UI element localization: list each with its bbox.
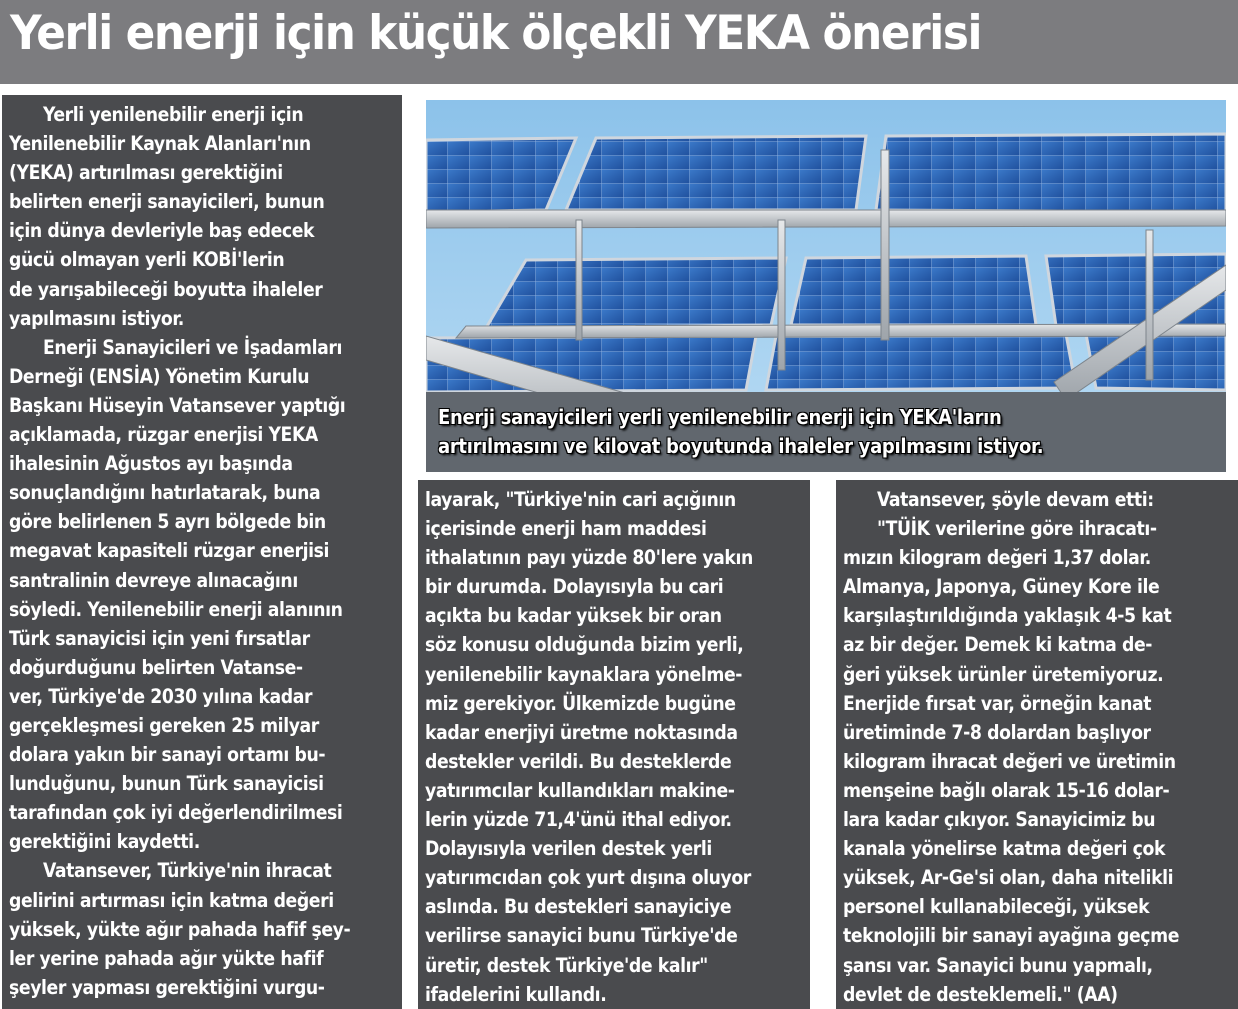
text-line: yapılmasını istiyor. — [9, 306, 184, 330]
text-line: ğeri yüksek ürünler üretemiyoruz. — [843, 662, 1164, 686]
text-line: ihalesinin Ağustos ayı başında — [9, 452, 293, 476]
text-line: yatırımcılar kullandıkları makine- — [425, 778, 735, 802]
text-line: açıkta bu kadar yüksek bir oran — [425, 604, 722, 628]
text-line: de yarışabileceği boyutta ihaleler — [9, 277, 323, 301]
text-line: ver, Türkiye'de 2030 yılına kadar — [9, 684, 313, 708]
text-line: bir durumda. Dolayısıyla bu cari — [425, 575, 724, 599]
text-line: kadar enerjiyi üretme noktasında — [425, 720, 738, 744]
text-line: Enerjide fırsat var, örneğin kanat — [843, 691, 1152, 715]
text-line: aslında. Bu destekleri sanayiciye — [425, 895, 732, 919]
text-line: ifadelerini kullandı. — [425, 982, 607, 1006]
text-line: ler yerine pahada ağır yükte hafif — [9, 946, 324, 970]
text-line: (YEKA) artırılması gerektiğini — [9, 161, 283, 185]
text-line: kilogram ihracat değeri ve üretimin — [843, 749, 1176, 773]
text-line: karşılaştırıldığında yaklaşık 4-5 kat — [843, 604, 1172, 628]
photo-caption — [438, 403, 1043, 461]
paragraph — [9, 856, 396, 1001]
text-line: içerisinde enerji ham maddesi — [425, 517, 707, 541]
text-line: Vatansever, Türkiye'nin ihracat — [43, 859, 332, 883]
text-line: üretir, destek Türkiye'de kalır" — [425, 953, 708, 977]
text-line: layarak, "Türkiye'nin cari açığının — [425, 488, 736, 511]
text-line: Yerli yenilenebilir enerji için — [43, 103, 304, 126]
text-line: sonuçlandığını hatırlatarak, buna — [9, 481, 321, 505]
text-line: lerin yüzde 71,4'ünü ithal ediyor. — [425, 808, 732, 832]
text-line: menşeine bağlı olarak 15-16 dolar- — [843, 778, 1170, 802]
text-line: şeyler yapması gerektiğini vurgu- — [9, 975, 325, 999]
text-line: gerçekleşmesi gereken 25 milyar — [9, 713, 319, 737]
text-line: söyledi. Yenilenebilir enerji alanının — [9, 597, 343, 621]
text-line: Yenilenebilir Kaynak Alanları'nın — [9, 132, 311, 156]
text-line: destekler verildi. Bu desteklerde — [425, 749, 732, 773]
text-line: ithalatının payı yüzde 80'lere yakın — [425, 546, 753, 570]
text-line: "TÜİK verilerine göre ihracatı- — [877, 517, 1157, 541]
text-line: yatırımcıdan çok yurt dışına oluyor — [425, 866, 751, 890]
text-line: devlet de desteklemeli." (AA) — [843, 982, 1118, 1006]
text-line: Almanya, Japonya, Güney Kore ile — [843, 575, 1160, 599]
text-line: mızın kilogram değeri 1,37 dolar. — [843, 546, 1151, 570]
text-line: doğurduğunu belirten Vatanse- — [9, 655, 303, 679]
text-line: verilirse sanayici bunu Türkiye'de — [425, 924, 738, 948]
text-line: teknolojili bir sanayi ayağına geçme — [843, 924, 1180, 948]
headline-bar — [0, 0, 1238, 84]
text-line: yenilenebilir kaynaklara yönelme- — [425, 662, 743, 686]
text-line: santralinin devreye alınacağını — [9, 568, 298, 592]
article-column-2 — [418, 480, 810, 1009]
text-line: Dolayısıyla verilen destek yerli — [425, 837, 712, 861]
paragraph — [843, 485, 1232, 514]
text-line: gelirini artırması için katma değeri — [9, 888, 334, 912]
text-line: Başkanı Hüseyin Vatansever yaptığı — [9, 393, 346, 417]
paragraph — [425, 485, 804, 1009]
text-line: Derneği (ENSİA) Yönetim Kurulu — [9, 364, 310, 388]
text-line: lara kadar çıkıyor. Sanayicimiz bu — [843, 808, 1156, 832]
text-line: personel kullanabileceği, yüksek — [843, 895, 1150, 919]
article-column-1 — [2, 95, 402, 1009]
caption-line: artırılmasını ve kilovat boyutunda ihaleler yapılmasını istiyor. — [438, 434, 1044, 458]
paragraph — [9, 333, 396, 857]
text-line: az bir değer. Demek ki katma de- — [843, 633, 1153, 657]
text-line: Enerji Sanayicileri ve İşadamları — [43, 335, 343, 359]
text-line: üretiminde 7-8 dolardan başlıyor — [843, 720, 1151, 744]
text-line: Vatansever, şöyle devam etti: — [877, 488, 1154, 511]
text-line: tarafından çok iyi değerlendirilmesi — [9, 801, 343, 825]
text-line: yüksek, Ar-Ge'si olan, daha nitelikli — [843, 866, 1174, 890]
headline: Yerli enerji için küçük ölçekli YEKA önerisi — [10, 6, 982, 61]
text-line: şansı var. Sanayici bunu yapmalı, — [843, 953, 1153, 977]
text-line: kanala yönelirse katma değeri çok — [843, 837, 1166, 861]
text-line: söz konusu olduğunda bizim yerli, — [425, 633, 744, 657]
text-line: gerektiğini kaydetti. — [9, 830, 200, 854]
text-line: dolara yakın bir sanayi ortamı bu- — [9, 743, 326, 767]
text-line: miz gerekiyor. Ülkemizde bugüne — [425, 691, 736, 715]
text-line: açıklamada, rüzgar enerjisi YEKA — [9, 423, 318, 447]
text-line: belirten enerji sanayicileri, bunun — [9, 190, 325, 214]
text-line: göre belirlenen 5 ayrı bölgede bin — [9, 510, 326, 534]
text-line: için dünya devleriyle baş edecek — [9, 219, 315, 243]
text-line: gücü olmayan yerli KOBİ'lerin — [9, 248, 285, 272]
paragraph — [9, 100, 396, 333]
text-line: Türk sanayicisi için yeni fırsatlar — [9, 626, 310, 650]
caption-line: Enerji sanayicileri yerli yenilenebilir enerji için YEKA'ların — [438, 405, 1002, 429]
text-line: megavat kapasiteli rüzgar enerjisi — [9, 539, 329, 563]
text-line: yüksek, yükte ağır pahada hafif şey- — [9, 917, 351, 941]
paragraph — [843, 514, 1232, 1009]
text-line: lunduğunu, bunun Türk sanayicisi — [9, 772, 324, 796]
article-column-3 — [836, 480, 1238, 1009]
